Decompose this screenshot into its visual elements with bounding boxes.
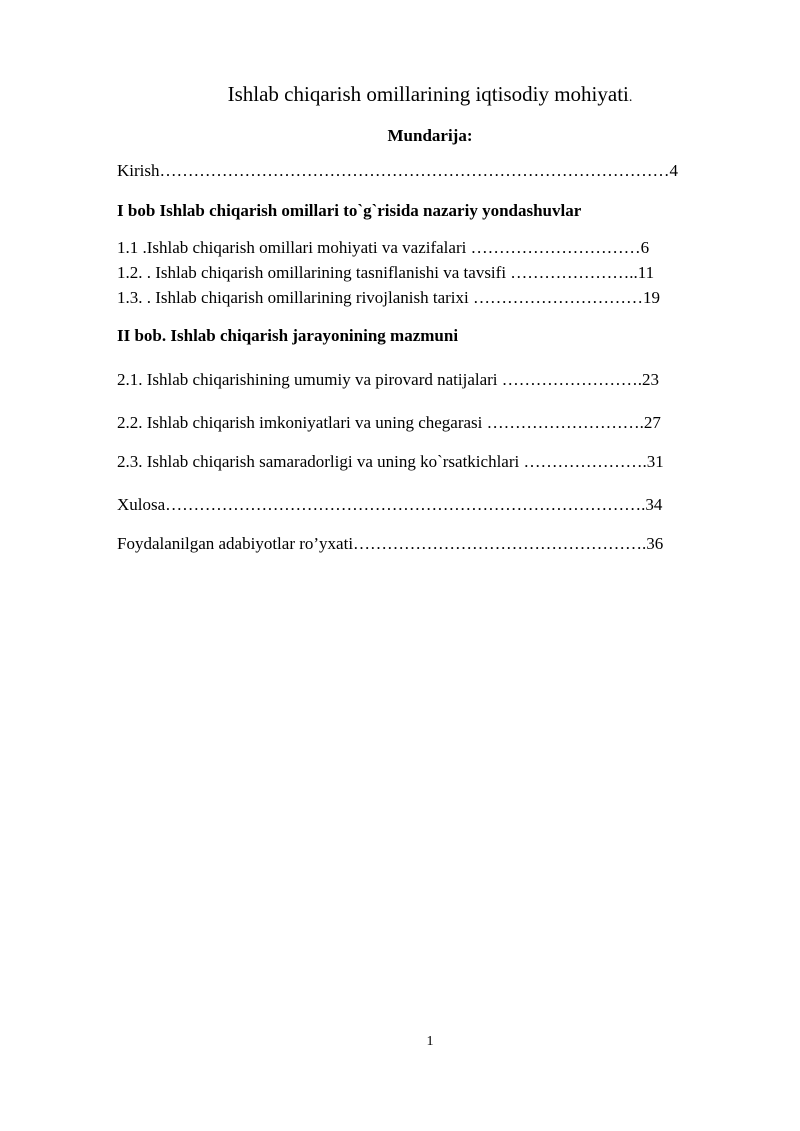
toc-chapter2-heading: II bob. Ishlab chiqarish jarayonining mazmuni [117,326,459,345]
document-title-text: Ishlab chiqarish omillarining iqtisodiy mohiyati [227,82,629,106]
toc-chapter1-heading: I bob Ishlab chiqarish omillari to`g`risida nazariy yondashuvlar [117,201,582,220]
toc-intro: Kirish………………………………………………………………………………4 [117,161,678,180]
toc-references: Foydalanilgan adabiyotlar ro’yxati…………………………………………….36 [117,534,664,553]
toc-item-2-1: 2.1. Ishlab chiqarishining umumiy va pirovard natijalari …………………….23 [117,370,660,389]
toc-item-1-3: 1.3. . Ishlab chiqarish omillarining rivojlanish tarixi …………………………19 [117,288,660,307]
toc-item-2-2: 2.2. Ishlab chiqarish imkoniyatlari va uning chegarasi ……………………….27 [117,413,661,432]
toc-item-2-3: 2.3. Ishlab chiqarish samaradorligi va uning ko`rsatkichlari ………………….31 [117,452,664,471]
toc-conclusion: Xulosa………………………………………………………………………….34 [117,495,663,514]
contents-heading: Mundarija: [387,126,473,145]
toc-item-1-1: 1.1 .Ishlab chiqarish omillari mohiyati va vazifalari …………………………6 [117,238,650,257]
document-title-period: . [628,90,633,105]
document-title [0,82,800,107]
toc-item-1-2: 1.2. . Ishlab chiqarish omillarining tasniflanishi va tavsifi …………………..11 [117,263,655,282]
page-number: 1 [426,1034,434,1049]
